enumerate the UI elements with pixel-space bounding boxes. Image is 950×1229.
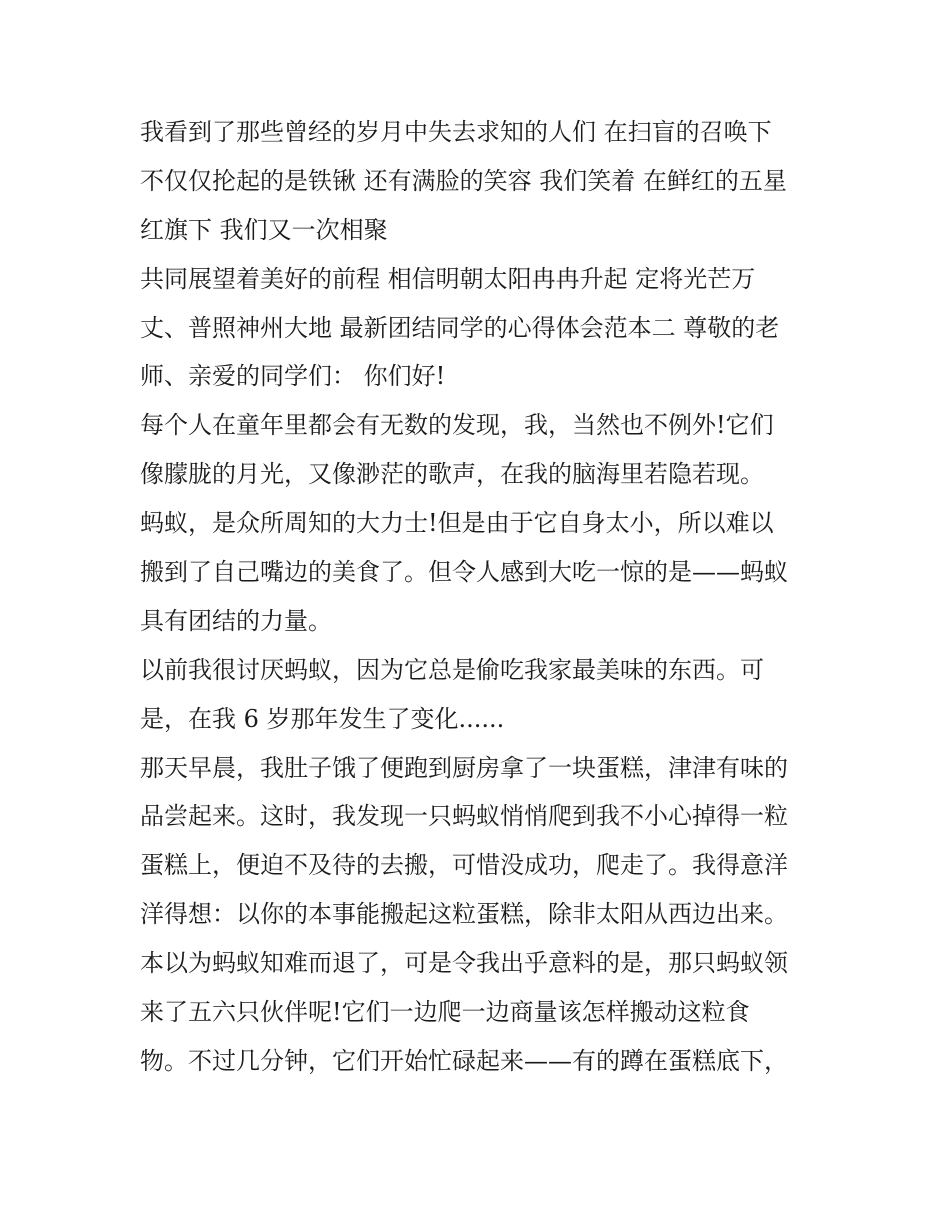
text-line: 洋得想：以你的本事能搬起这粒蛋糕，除非太阳从西边出来。 <box>140 900 788 929</box>
text-line: 本以为蚂蚁知难而退了，可是令我出乎意料的是，那只蚂蚁领 <box>140 949 788 978</box>
text-line: 是，在我 6 岁那年发生了变化...... <box>140 704 505 733</box>
text-line: 不仅仅抡起的是铁锹 还有满脸的笑容 我们笑着 在鲜红的五星 <box>140 166 787 195</box>
text-line: 共同展望着美好的前程 相信明朝太阳冉冉升起 定将光芒万 <box>140 264 756 293</box>
text-line: 具有团结的力量。 <box>140 606 332 635</box>
text-line: 品尝起来。这时，我发现一只蚂蚁悄悄爬到我不小心掉得一粒 <box>140 802 788 831</box>
text-line: 蚂蚁，是众所周知的大力士!但是由于它自身太小，所以难以 <box>140 509 774 538</box>
text-line: 师、亲爱的同学们： 你们好! <box>140 362 446 391</box>
text-line: 像朦胧的月光，又像渺茫的歌声，在我的脑海里若隐若现。 <box>140 460 764 489</box>
text-line: 我看到了那些曾经的岁月中失去求知的人们 在扫盲的召唤下 <box>140 118 772 146</box>
text-line: 每个人在童年里都会有无数的发现，我，当然也不例外!它们 <box>140 411 774 440</box>
text-line: 来了五六只伙伴呢!它们一边爬一边商量该怎样搬动这粒食 <box>140 998 750 1027</box>
text-line: 丈、普照神州大地 最新团结同学的心得体会范本二 尊敬的老 <box>140 313 780 342</box>
text-line: 红旗下 我们又一次相聚 <box>140 215 388 244</box>
text-line: 那天早晨，我肚子饿了便跑到厨房拿了一块蛋糕，津津有味的 <box>140 753 788 782</box>
text-line: 以前我很讨厌蚂蚁，因为它总是偷吃我家最美味的东西。可 <box>140 655 764 684</box>
body-text <box>140 108 830 1086</box>
text-line: 蛋糕上，便迫不及待的去搬，可惜没成功，爬走了。我得意洋 <box>140 851 788 880</box>
text-line: 物。不过几分钟，它们开始忙碌起来——有的蹲在蛋糕底下， <box>140 1046 788 1075</box>
text-line: 搬到了自己嘴边的美食了。但令人感到大吃一惊的是——蚂蚁 <box>140 558 788 587</box>
